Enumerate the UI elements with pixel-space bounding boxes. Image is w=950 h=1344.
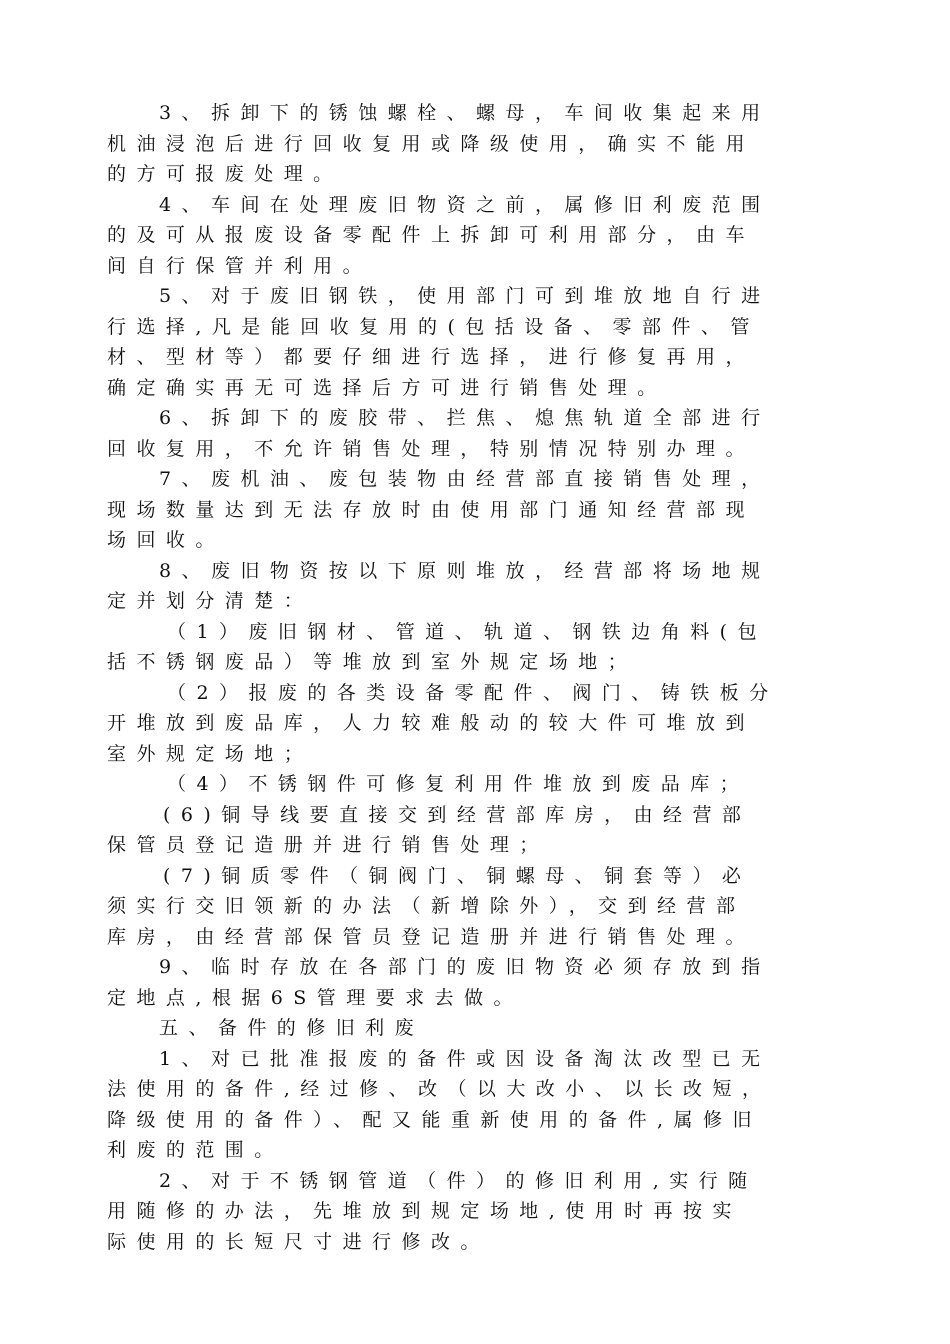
- text-line: 须实行交旧领新的办法（新增除外），交到经营部: [107, 895, 746, 917]
- text-line: 1、对已批准报废的备件或因设备淘汰改型已无: [159, 1047, 771, 1070]
- text-line: 利废的范围。: [107, 1139, 284, 1161]
- text-line: 室外规定场地；: [107, 742, 314, 765]
- text-line: 行选择,凡是能回收复用的(包括设备、零部件、管: [107, 315, 760, 338]
- text-line: 定并划分清楚：: [107, 590, 314, 612]
- text-line: 的方可报废处理。: [107, 163, 343, 185]
- section-heading: 五、备件的修旧利废: [159, 1017, 425, 1039]
- document-body: [107, 98, 842, 1257]
- text-line: 降级使用的备件）、配又能重新使用的备件,属修旧: [107, 1108, 762, 1131]
- text-line: 场回收。: [107, 529, 225, 551]
- text-line: （1）废旧钢材、管道、轨道、钢铁边角料(包: [167, 620, 767, 643]
- text-line: 开堆放到废品库，人力较难般动的较大件可堆放到: [107, 712, 755, 734]
- text-line: (6)铜导线要直接交到经营部库房，由经营部: [163, 803, 752, 826]
- text-line: 机油浸泡后进行回收复用或降级使用，确实不能用: [107, 132, 755, 155]
- text-line: 8、废旧物资按以下原则堆放，经营部将场地规: [159, 559, 771, 582]
- text-line: 5、对于废旧钢铁，使用部门可到堆放地自行进: [159, 285, 771, 307]
- text-line: 的及可从报废设备零配件上拆卸可利用部分，由车: [107, 224, 755, 246]
- text-line: 材、型材等）都要仔细进行选择，进行修复再用，: [107, 346, 755, 368]
- text-line: 4、车间在处理废旧物资之前，属修旧利废范围: [159, 193, 771, 216]
- text-line: 库房，由经营部保管员登记造册并进行销售处理。: [107, 925, 755, 948]
- text-line: 法使用的备件,经过修、改（以大改小、以长改短，: [107, 1078, 772, 1100]
- text-line: （4）不锈钢件可修复利用件堆放到废品库；: [167, 773, 750, 795]
- text-line: (7)铜质零件（铜阀门、铜螺母、铜套等）必: [163, 864, 752, 887]
- text-line: 间自行保管并利用。: [107, 254, 373, 277]
- text-line: 7、废机油、废包装物由经营部直接销售处理，: [159, 468, 771, 490]
- text-line: 现场数量达到无法存放时由使用部门通知经营部现: [107, 498, 755, 521]
- text-line: 6、拆卸下的废胶带、拦焦、熄焦轨道全部进行: [159, 407, 771, 429]
- text-line: 回收复用，不允许销售处理，特别情况特别办理。: [107, 437, 755, 460]
- text-line: 确定确实再无可选择后方可进行销售处理。: [107, 376, 667, 399]
- text-line: 保管员登记造册并进行销售处理；: [107, 834, 549, 856]
- text-line: 括不锈钢废品）等堆放到室外规定场地；: [107, 651, 638, 673]
- text-line: 用随修的办法，先堆放到规定场地,使用时再按实: [107, 1200, 742, 1222]
- text-line: 3、拆卸下的锈蚀螺栓、螺母，车间收集起来用: [159, 102, 771, 124]
- text-line: （2）报废的各类设备零配件、阀门、铸铁板分: [167, 681, 779, 704]
- text-line: 际使用的长短尺寸进行修改。: [107, 1230, 490, 1253]
- text-line: 定地点,根据6S管理要求去做。: [107, 986, 523, 1009]
- text-line: 2、对于不锈钢管道（件）的修旧利用,实行随: [159, 1169, 758, 1192]
- text-line: 9、临时存放在各部门的废旧物资必须存放到指: [159, 956, 771, 978]
